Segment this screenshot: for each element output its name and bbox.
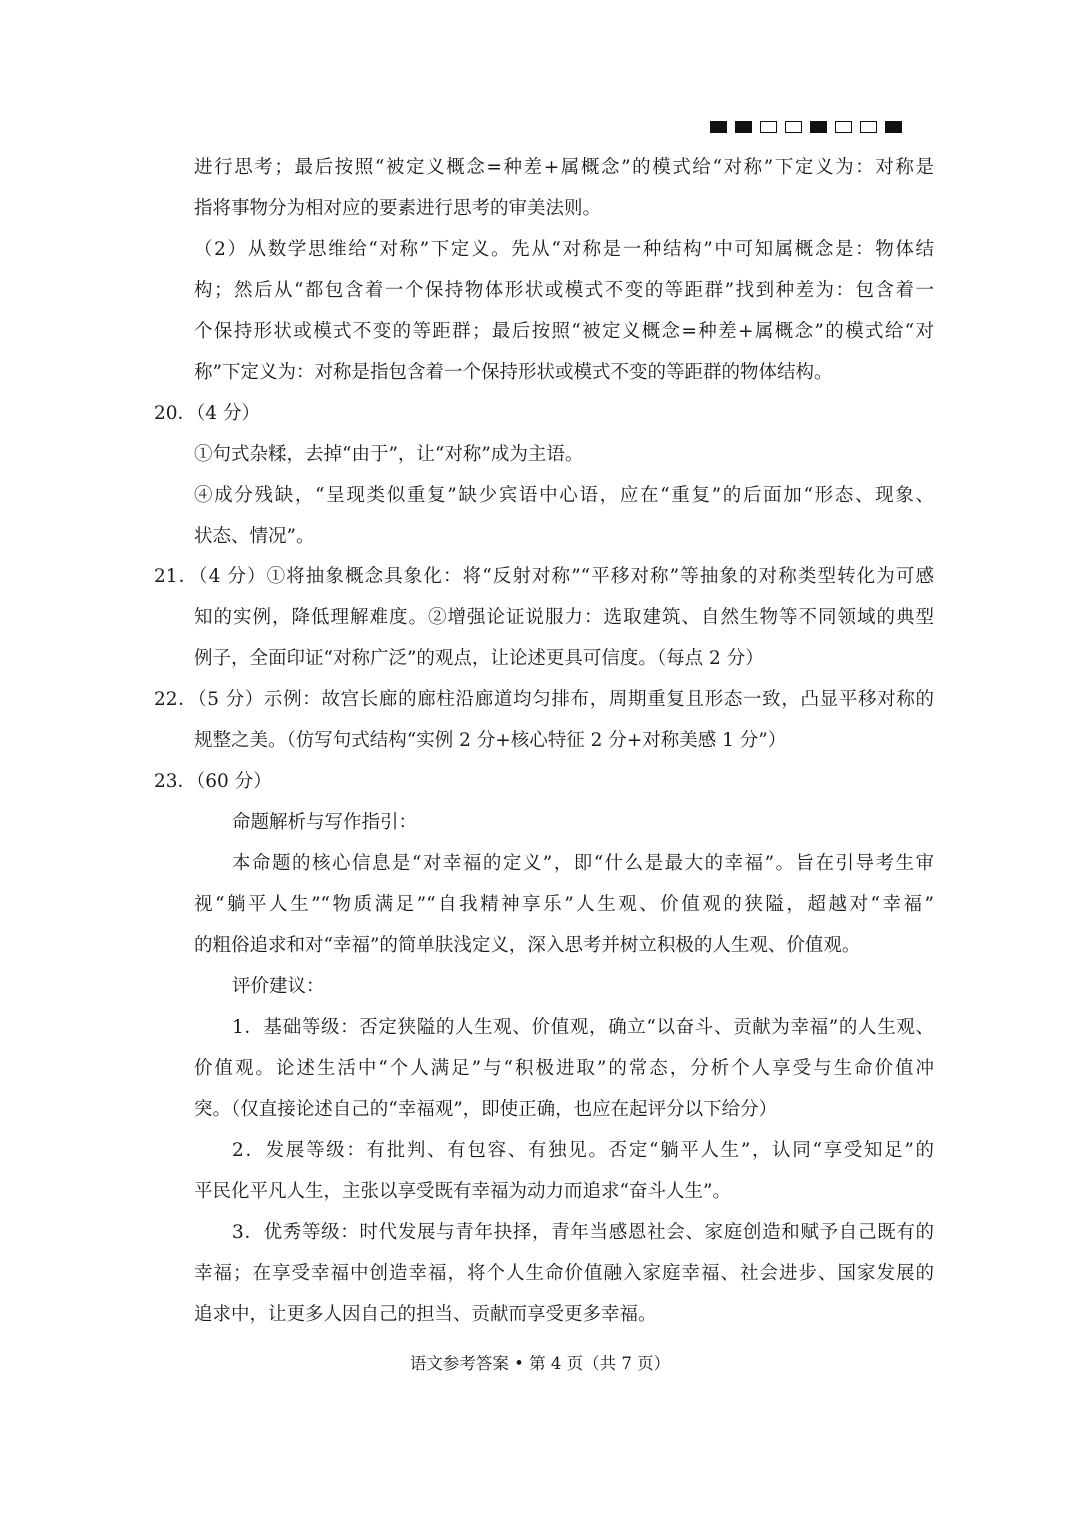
marker-square <box>760 121 777 133</box>
text-line: 状态、情况”。 <box>194 526 315 547</box>
text-line: 个保持形状或模式不变的等距群；最后按照“被定义概念=种差+属概念”的模式给“对 <box>194 321 934 342</box>
text-line: 追求中，让更多人因自己的担当、贡献而享受更多幸福。 <box>194 1304 657 1325</box>
question-heading: 20．（4 分） <box>154 403 260 424</box>
text-line: 例子，全面印证“对称广泛”的观点，让论述更具可信度。（每点 2 分） <box>194 648 764 669</box>
text-line: 3．优秀等级：时代发展与青年抉择，青年当感恩社会、家庭创造和赋予自己既有的 <box>232 1222 934 1243</box>
page-marker <box>710 121 902 133</box>
question-heading: 21．（4 分）①将抽象概念具象化：将“反射对称”“平移对称”等抽象的对称类型转化为可感 <box>154 566 934 587</box>
text-line: ①句式杂糅，去掉“由于”，让“对称”成为主语。 <box>194 444 584 465</box>
text-line: ④成分残缺，“呈现类似重复”缺少宾语中心语，应在“重复”的后面加“形态、现象、 <box>194 485 934 506</box>
text-line: 视“躺平人生”“物质满足”“自我精神享乐”人生观、价值观的狭隘，超越对“幸福” <box>194 894 934 915</box>
text-line: 知的实例，降低理解难度。②增强论证说服力：选取建筑、自然生物等不同领域的典型 <box>194 607 934 628</box>
page-footer: 语文参考答案 • 第 4 页（共 7 页） <box>409 1354 671 1373</box>
text-line: 称”下定义为：对称是指包含着一个保持形状或模式不变的等距群的物体结构。 <box>194 362 833 383</box>
marker-square <box>810 121 827 133</box>
text-line: 幸福；在享受幸福中创造幸福，将个人生命价值融入家庭幸福、社会进步、国家发展的 <box>194 1263 934 1284</box>
text-line: 进行思考；最后按照“被定义概念=种差+属概念”的模式给“对称”下定义为：对称是 <box>194 157 934 178</box>
text-line: 指将事物分为相对应的要素进行思考的审美法则。 <box>194 198 602 219</box>
text-line: 2．发展等级：有批判、有包容、有独见。否定“躺平人生”，认同“享受知足”的 <box>232 1140 934 1161</box>
text-line: 构；然后从“都包含着一个保持物体形状或模式不变的等距群”找到种差为：包含着一 <box>194 280 934 301</box>
marker-square <box>710 121 727 133</box>
marker-square <box>835 121 852 133</box>
text-line: 平民化平凡人生，主张以享受既有幸福为动力而追求“奋斗人生”。 <box>194 1181 731 1202</box>
marker-square <box>785 121 802 133</box>
text-line: 1．基础等级：否定狭隘的人生观、价值观，确立“以奋斗、贡献为幸福”的人生观、 <box>232 1017 934 1038</box>
text-line: 价值观。论述生活中“个人满足”与“积极进取”的常态，分析个人享受与生命价值冲 <box>194 1058 934 1079</box>
section-subheading: 命题解析与写作指引： <box>232 812 418 833</box>
text-line: 规整之美。（仿写句式结构“实例 2 分+核心特征 2 分+对称美感 1 分”） <box>194 730 787 751</box>
question-heading: 23．（60 分） <box>154 771 272 792</box>
section-subheading: 评价建议： <box>232 976 325 997</box>
marker-square <box>735 121 752 133</box>
text-line: 的粗俗追求和对“幸福”的简单肤浅定义，深入思考并树立积极的人生观、价值观。 <box>194 935 861 956</box>
text-line: （2）从数学思维给“对称”下定义。先从“对称是一种结构”中可知属概念是：物体结 <box>194 239 934 260</box>
text-line: 突。（仅直接论述自己的“幸福观”，即使正确，也应在起评分以下给分） <box>194 1099 778 1120</box>
marker-square <box>885 121 902 133</box>
question-heading: 22．（5 分）示例：故宫长廊的廊柱沿廊道均匀排布，周期重复且形态一致，凸显平移对称的 <box>154 689 934 710</box>
text-line: 本命题的核心信息是“对幸福的定义”，即“什么是最大的幸福”。旨在引导考生审 <box>232 853 934 874</box>
marker-square <box>860 121 877 133</box>
